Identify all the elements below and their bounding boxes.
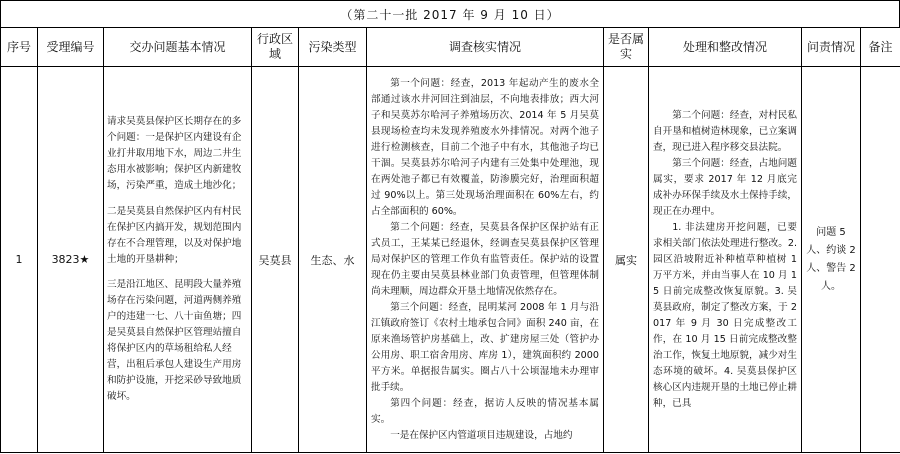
- header-district: 行政区域: [252, 28, 299, 67]
- table-row: [1, 67, 900, 453]
- problem-paragraph: 二是吴莫县自然保护区内有村民在保护区内搞开发，规划范围内存在不合理管理，以及对保护地土地的开垦耕种；: [107, 205, 242, 265]
- investigation-text: [367, 74, 603, 446]
- cell-verified: 属实: [604, 67, 649, 453]
- handling-paragraph: 第二个问题：经查，对村民私自开垦和植树造林现象，已立案调查，现已进入程序移交县法院。: [653, 109, 797, 153]
- handling-paragraph: 第三个问题：经查，占地问题属实，要求 2017 年 12 月底完成补办环保手续及水土保持手续，现正在办理中。: [653, 157, 797, 217]
- header-pollution-type: 污染类型: [299, 28, 367, 67]
- problem-text: [104, 102, 251, 416]
- cell-handling: [649, 67, 802, 453]
- header-row: [1, 28, 900, 67]
- cell-pollution-type: 生态、水: [299, 67, 367, 453]
- header-case-no: 受理编号: [38, 28, 104, 67]
- cell-problem: [104, 67, 252, 453]
- investigation-paragraph: 第四个问题：经查，据访人反映的情况基本属实。: [371, 397, 599, 425]
- header-problem: 交办问题基本情况: [104, 28, 252, 67]
- header-handling: 处理和整改情况: [649, 28, 802, 67]
- handling-paragraph: 1. 非法建房开挖问题，已要求相关部门依法处理进行整改。2. 园区沿坡附近补种植草种植树 1 万平方米，并由当事人在 10 月 15 日前完成整改恢复原貌。3. 吴莫县政府，制定了整改方案，于 2017 年 9 月 30 日完成整改工作，在 10 月 15 日前完成整改整治工作，恢复土地原貌，减少对生态环境的破坏。4. 吴莫县保护区核心区内违规开垦的土地已停止耕种，已具: [653, 221, 797, 409]
- batch-title: （第二十一批 2017 年 9 月 10 日）: [0, 0, 900, 27]
- investigation-paragraph: 第二个问题：经查，吴莫县各保护区保护站有正式员工，王某某已经退休，经调查吴莫县保护区管理局对保护区的管理工作负有监管责任。保护站的设置现在仍主要由吴莫县林业部门负责管理，但管理体制尚未理顺，周边群众开垦土地情况依然存在。: [371, 221, 599, 297]
- cell-district: 吴莫县: [252, 67, 299, 453]
- investigation-paragraph: 一是在保护区内管道项目违规建设，占地约: [390, 429, 573, 441]
- cell-remarks: [861, 67, 900, 453]
- accountability-text: 问题 5 人、约谈 2 人、警告 2 人。: [806, 226, 856, 292]
- handling-text: [649, 106, 801, 414]
- cell-seq: 1: [1, 67, 38, 453]
- cell-accountability: [802, 67, 861, 453]
- investigation-paragraph: 第三个问题：经查，昆明某河 2008 年 1 月与沿江镇政府签订《农村土地承包合同》面积 240 亩，在原来渔场管护房基础上，改、扩建房屋三处（管护办公用房、职工宿舍用房、库房 1），建筑面积约 2000 平方米。单据报告属实。圈占八十公顷湿地未办理审批手续。: [371, 301, 599, 393]
- header-verified: 是否属实: [604, 28, 649, 67]
- header-accountability: 问责情况: [802, 28, 861, 67]
- problem-paragraph: 三是沿江地区、昆明段大量养殖场存在污染问题，河道两侧养殖户的违建一七、八十亩鱼塘；四是吴莫县自然保护区管理站擅自将保护区内的草场租给私人经营，出租后承包人建设生产用房和防护设施，开挖采砂导致地质破坏。: [107, 279, 242, 403]
- header-investigation: 调查核实情况: [367, 28, 604, 67]
- problem-paragraph: 请求吴莫县保护区长期存在的多个问题：一是保护区内建设有企业打井取用地下水，周边二井生态用水被影响；保护区内新建牧场，污染严重，造成土地沙化；: [107, 115, 242, 191]
- investigation-paragraph: 第一个问题：经查，2013 年起动产生的废水全部通过该水井河回注到油层，不向地表排放；西大河子和吴莫苏尔哈河子养殖场历次、2014 年 5 月吴莫县现场检查均未发现养殖废水外排情况。对两个池子进行检测核查，目前二个池子中有水，其他池子均已干涸。吴莫县苏尔哈河子内建有三处集中处理池，现在两处池子都已有效覆盖，防渗膜完好，治理面积超过 90%以上。第三处现场治理面积在 60%左右，约占全部面积的 60%。: [371, 77, 599, 217]
- cell-investigation: [367, 67, 604, 453]
- complaints-table: [0, 27, 900, 453]
- cell-case-no: 3823★: [38, 67, 104, 453]
- header-remarks: 备注: [861, 28, 900, 67]
- header-seq: 序号: [1, 28, 38, 67]
